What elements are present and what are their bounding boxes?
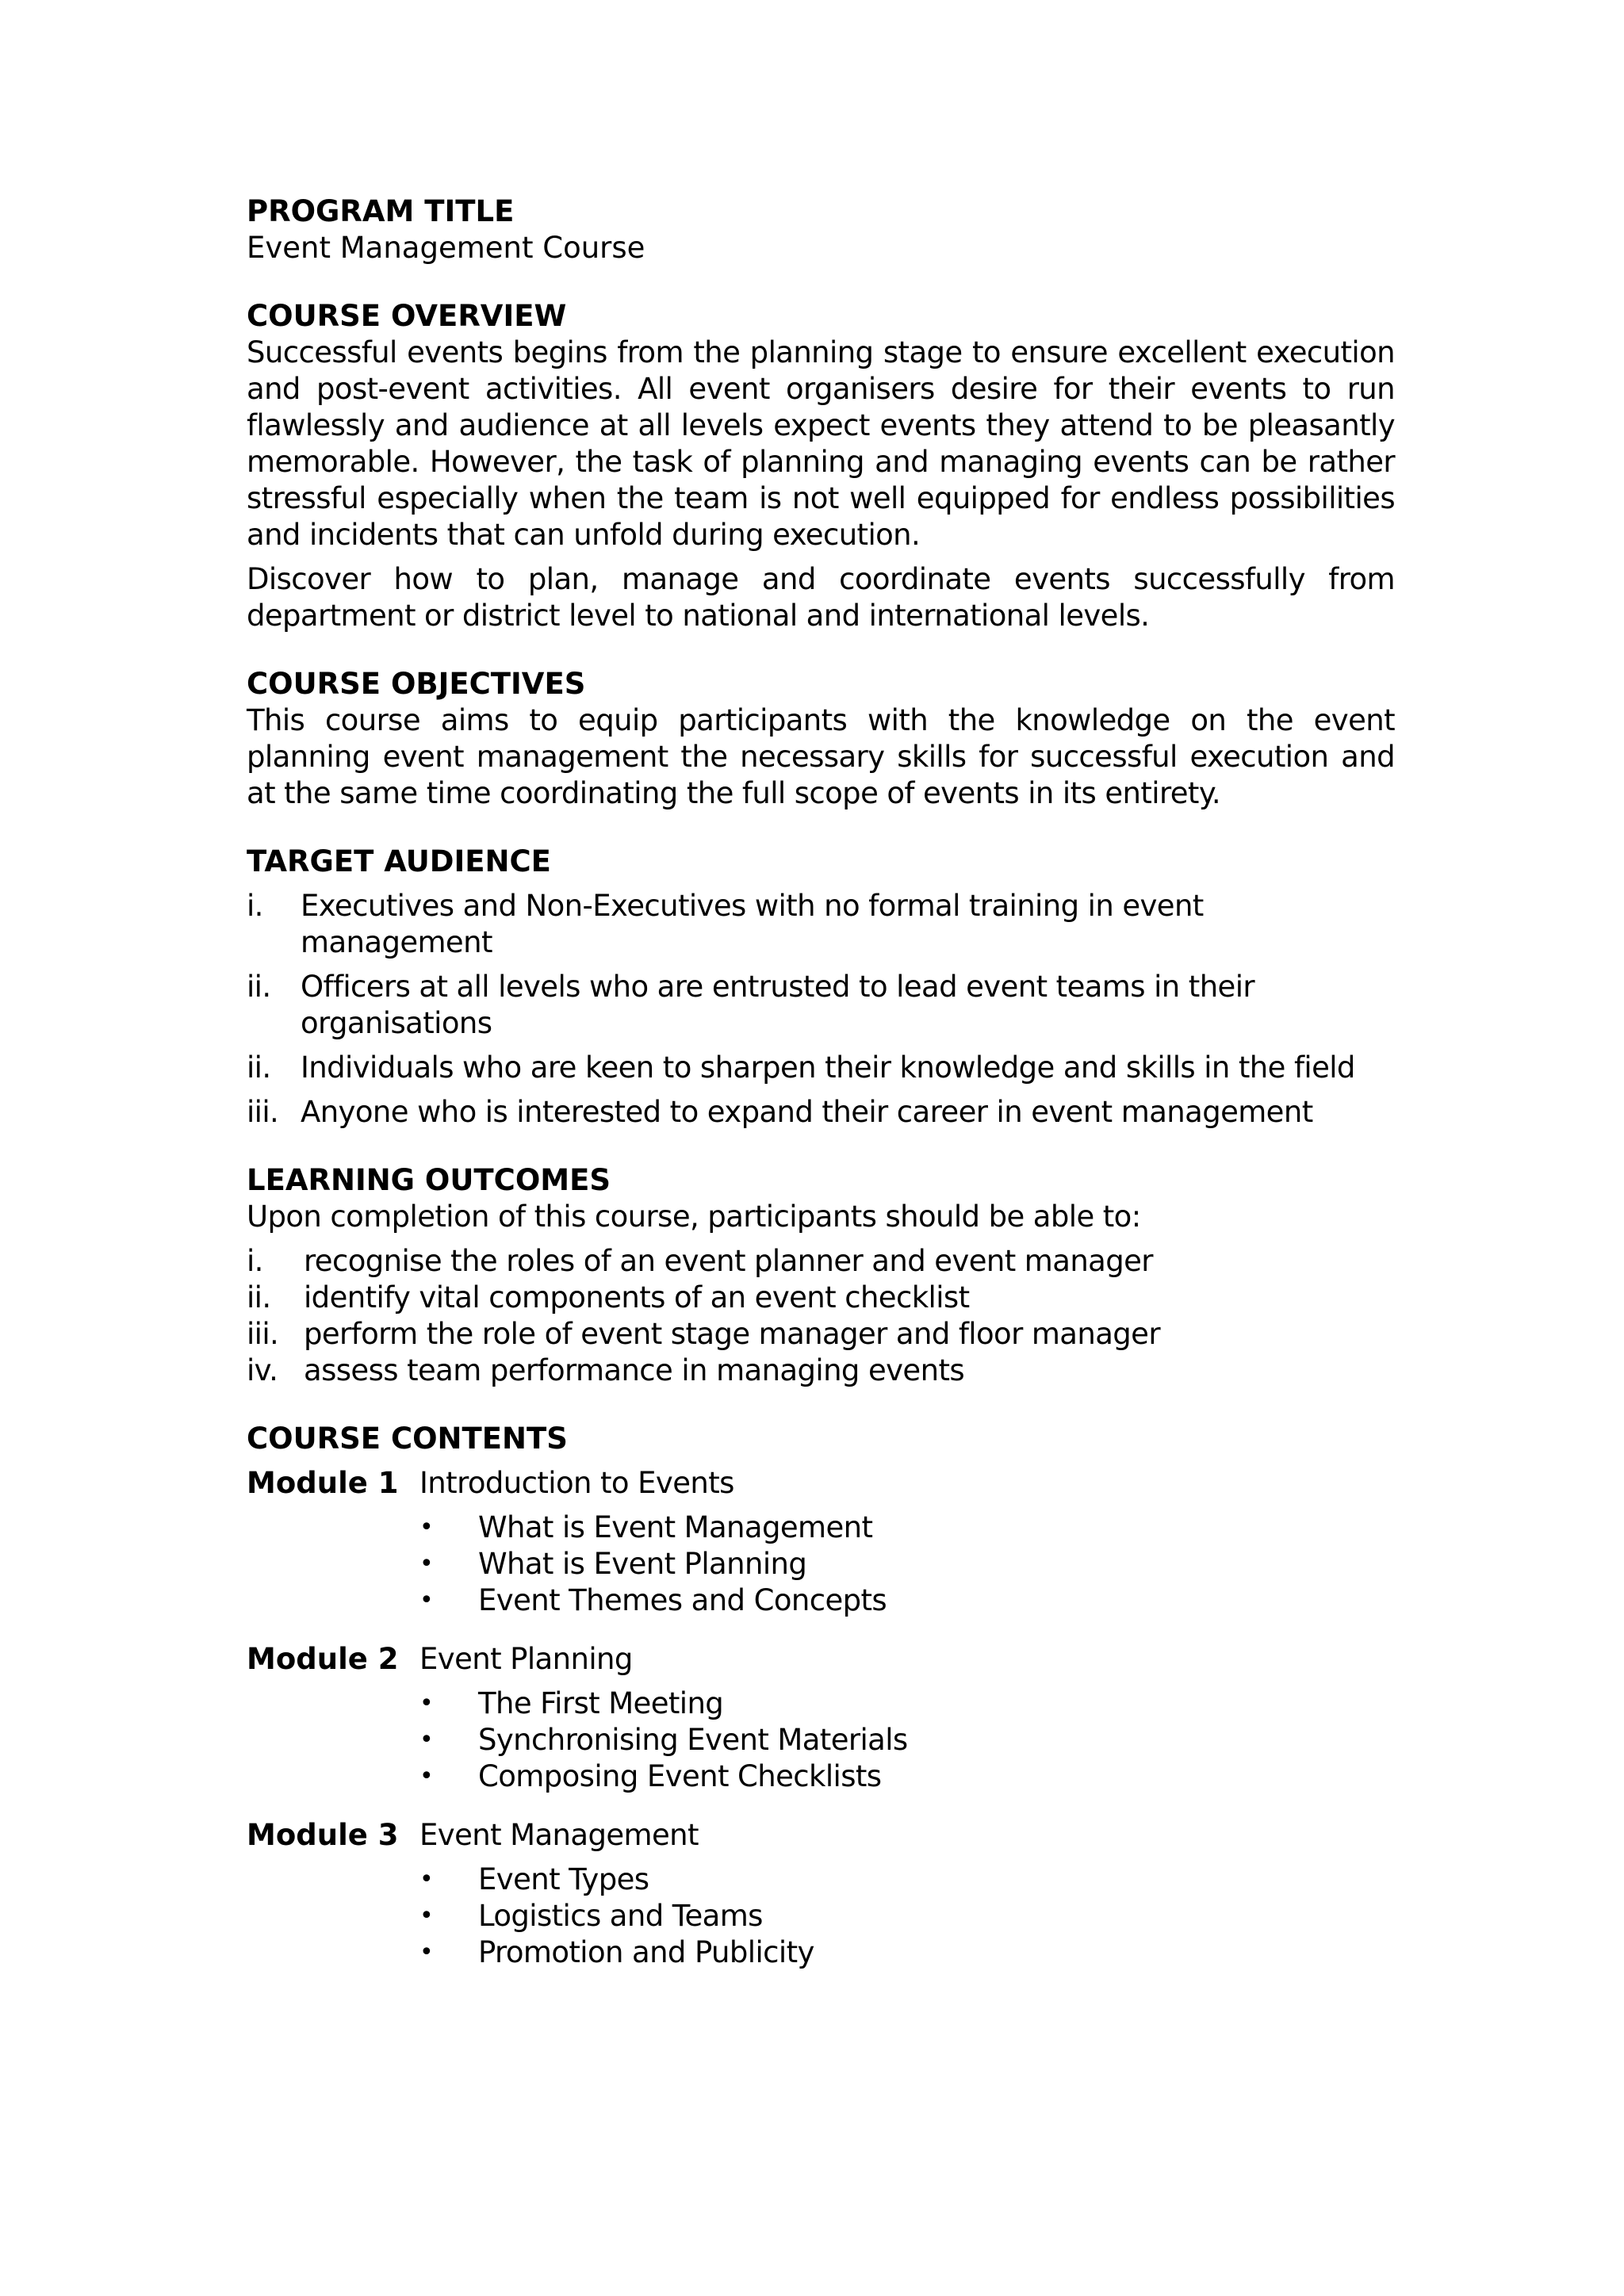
bullet-icon: • [419, 1726, 434, 1754]
list-item-text: identify vital components of an event checklist [304, 1280, 970, 1314]
list-item [247, 1862, 1395, 1898]
list-item-number: i. [247, 889, 263, 923]
topic-text: Promotion and Publicity [478, 1935, 814, 1969]
topic-text: Synchronising Event Materials [478, 1723, 908, 1757]
program-title-heading: PROGRAM TITLE [247, 194, 515, 228]
list-item-number: iii. [247, 1095, 279, 1129]
overview-paragraph: Successful events begins from the planning stage to ensure excellent execution and post-event activities. All event organisers desire for their events to run flawlessly and audience at all levels expect events they attend to be pleasantly memorable. However, the task of planning and managing events can be rather stressful especially when the team is not well equipped for endless possibilities and incidents that can unfold during execution. [247, 335, 1395, 552]
list-item [247, 1546, 1395, 1582]
objectives-paragraph: This course aims to equip participants with the knowledge on the event planning event management the necessary skills for successful execution and at the same time coordinating the full scope of events in its entirety. [247, 703, 1395, 810]
list-item [247, 888, 1395, 961]
module-label: Module 2 [247, 1642, 399, 1676]
list-item [247, 1510, 1395, 1546]
list-item-number: iv. [247, 1353, 278, 1387]
target-audience-section [247, 844, 1395, 1131]
course-overview-heading: COURSE OVERVIEW [247, 299, 567, 333]
document-page [247, 193, 1395, 1993]
list-item [247, 1758, 1395, 1795]
list-item-number: ii. [247, 1050, 271, 1085]
target-audience-heading: TARGET AUDIENCE [247, 844, 551, 878]
overview-paragraph: Discover how to plan, manage and coordinate events successfully from department or district level to national and international levels. [247, 562, 1395, 633]
list-item-text: Individuals who are keen to sharpen their knowledge and skills in the field [301, 1050, 1355, 1085]
module-block [247, 1465, 1395, 1619]
topic-text: Composing Event Checklists [478, 1759, 882, 1793]
list-item-number: ii. [247, 970, 271, 1004]
module-label: Module 3 [247, 1818, 399, 1852]
module-header [247, 1641, 1395, 1678]
module-title: Event Planning [419, 1642, 633, 1676]
module-header [247, 1465, 1395, 1502]
bullet-icon: • [419, 1866, 434, 1893]
bullet-icon: • [419, 1902, 434, 1930]
list-item [247, 1582, 1395, 1619]
course-objectives-section [247, 666, 1395, 812]
list-item [247, 1898, 1395, 1934]
bullet-icon: • [419, 1550, 434, 1578]
module-title: Introduction to Events [419, 1466, 734, 1500]
module-block [247, 1641, 1395, 1795]
course-contents-heading: COURSE CONTENTS [247, 1422, 568, 1456]
list-item [247, 1050, 1395, 1086]
course-overview-section [247, 298, 1395, 634]
bullet-icon: • [419, 1689, 434, 1717]
bullet-icon: • [419, 1762, 434, 1790]
list-item [247, 1934, 1395, 1971]
list-item [247, 1722, 1395, 1758]
course-objectives-heading: COURSE OBJECTIVES [247, 667, 586, 701]
outcomes-list [247, 1243, 1395, 1389]
list-item-text: perform the role of event stage manager and floor manager [304, 1317, 1160, 1351]
topic-text: Event Types [478, 1862, 649, 1896]
module-title: Event Management [419, 1818, 699, 1852]
list-item [247, 969, 1395, 1042]
list-item-number: iii. [247, 1317, 279, 1351]
learning-outcomes-section [247, 1162, 1395, 1389]
topic-text: Logistics and Teams [478, 1899, 763, 1933]
learning-outcomes-heading: LEARNING OUTCOMES [247, 1163, 611, 1197]
list-item-text: Officers at all levels who are entrusted to lead event teams in their organisations [301, 970, 1254, 1040]
list-item [247, 1686, 1395, 1722]
outcomes-intro: Upon completion of this course, participants should be able to: [247, 1200, 1141, 1234]
bullet-icon: • [419, 1513, 434, 1541]
list-item-text: assess team performance in managing events [304, 1353, 965, 1387]
program-title: Event Management Course [247, 231, 645, 265]
module-topic-list [247, 1510, 1395, 1619]
module-header [247, 1817, 1395, 1854]
list-item-number: i. [247, 1244, 263, 1278]
topic-text: What is Event Management [478, 1510, 873, 1544]
audience-list [247, 888, 1395, 1131]
list-item [247, 1316, 1395, 1353]
list-item [247, 1094, 1395, 1131]
list-item-text: recognise the roles of an event planner and event manager [304, 1244, 1153, 1278]
list-item-number: ii. [247, 1280, 271, 1314]
bullet-icon: • [419, 1586, 434, 1614]
topic-text: What is Event Planning [478, 1547, 807, 1581]
list-item [247, 1280, 1395, 1316]
module-block [247, 1817, 1395, 1971]
module-topic-list [247, 1686, 1395, 1795]
list-item [247, 1243, 1395, 1280]
topic-text: Event Themes and Concepts [478, 1583, 887, 1617]
module-topic-list [247, 1862, 1395, 1971]
list-item-text: Executives and Non-Executives with no formal training in event management [301, 889, 1204, 959]
course-contents-section [247, 1421, 1395, 1971]
program-title-section [247, 193, 1395, 266]
bullet-icon: • [419, 1938, 434, 1966]
topic-text: The First Meeting [478, 1686, 724, 1720]
module-label: Module 1 [247, 1466, 399, 1500]
list-item-text: Anyone who is interested to expand their career in event management [301, 1095, 1313, 1129]
list-item [247, 1353, 1395, 1389]
